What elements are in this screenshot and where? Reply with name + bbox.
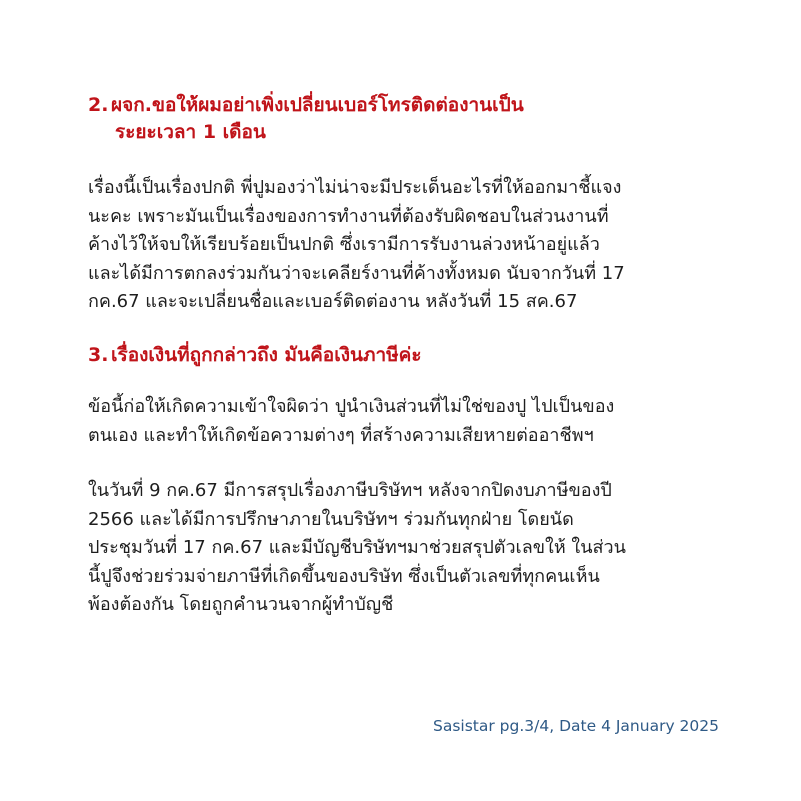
paragraph-3-line: ในวันที่ 9 กค.67 มีการสรุปเรื่องภาษีบริษัทฯ หลังจากปิดงบภาษีของปี bbox=[88, 480, 612, 501]
paragraph-1 bbox=[88, 174, 728, 317]
paragraph-1-line: ค้างไว้ให้จบให้เรียบร้อยเป็นปกติ ซึ่งเรามีการรับงานล่วงหน้าอยู่แล้ว bbox=[88, 234, 600, 255]
paragraph-1-line: เรื่องนี้เป็นเรื่องปกติ พี่ปูมองว่าไม่น่าจะมีประเด็นอะไรที่ให้ออกมาชี้แจง bbox=[88, 177, 622, 198]
section-2-title-line-2: ระยะเวลา 1 เดือน bbox=[115, 121, 266, 143]
section-3-number: 3. bbox=[88, 344, 109, 366]
paragraph-3-line: ประชุมวันที่ 17 กค.67 และมีบัญชีบริษัทฯมาช่วยสรุปตัวเลขให้ ในส่วน bbox=[88, 537, 626, 558]
paragraph-1-line: นะคะ เพราะมันเป็นเรื่องของการทำงานที่ต้องรับผิดชอบในส่วนงานที่ bbox=[88, 205, 609, 227]
paragraph-3-line: นี้ปูจึงช่วยร่วมจ่ายภาษีที่เกิดขึ้นของบริษัท ซึ่งเป็นตัวเลขที่ทุกคนเห็น bbox=[88, 565, 600, 587]
section-2-number: 2. bbox=[88, 94, 109, 116]
paragraph-3 bbox=[88, 477, 728, 620]
paragraph-2-line: ตนเอง และทำให้เกิดข้อความต่างๆ ที่สร้างความเสียหายต่ออาชีพฯ bbox=[88, 424, 594, 446]
paragraph-3-line: 2566 และได้มีการปรึกษาภายในบริษัทฯ ร่วมกันทุกฝ่าย โดยนัด bbox=[88, 508, 574, 530]
paragraph-1-line: กค.67 และจะเปลี่ยนชื่อและเบอร์ติดต่องาน หลังวันที่ 15 สค.67 bbox=[88, 291, 578, 312]
paragraph-2-line: ข้อนี้ก่อให้เกิดความเข้าใจผิดว่า ปูนำเงินส่วนที่ไม่ใช่ของปู ไปเป็นของ bbox=[88, 396, 615, 417]
section-3-title: เรื่องเงินที่ถูกกล่าวถึง มันคือเงินภาษีค่ะ bbox=[111, 344, 422, 366]
paragraph-3-line: พ้องต้องกัน โดยถูกคำนวนจากผู้ทำบัญชี bbox=[88, 594, 394, 615]
section-2-heading bbox=[88, 92, 524, 146]
section-2-title-line-1: ผจก.ขอให้ผมอย่าเพิ่งเปลี่ยนเบอร์โทรติดต่องานเป็น bbox=[111, 94, 524, 116]
paragraph-2 bbox=[88, 393, 728, 450]
paragraph-1-line: และได้มีการตกลงร่วมกันว่าจะเคลียร์งานที่ค้างทั้งหมด นับจากวันที่ 17 bbox=[88, 262, 625, 284]
section-3-heading bbox=[88, 342, 422, 369]
page-footer: Sasistar pg.3/4, Date 4 January 2025 bbox=[433, 717, 719, 735]
